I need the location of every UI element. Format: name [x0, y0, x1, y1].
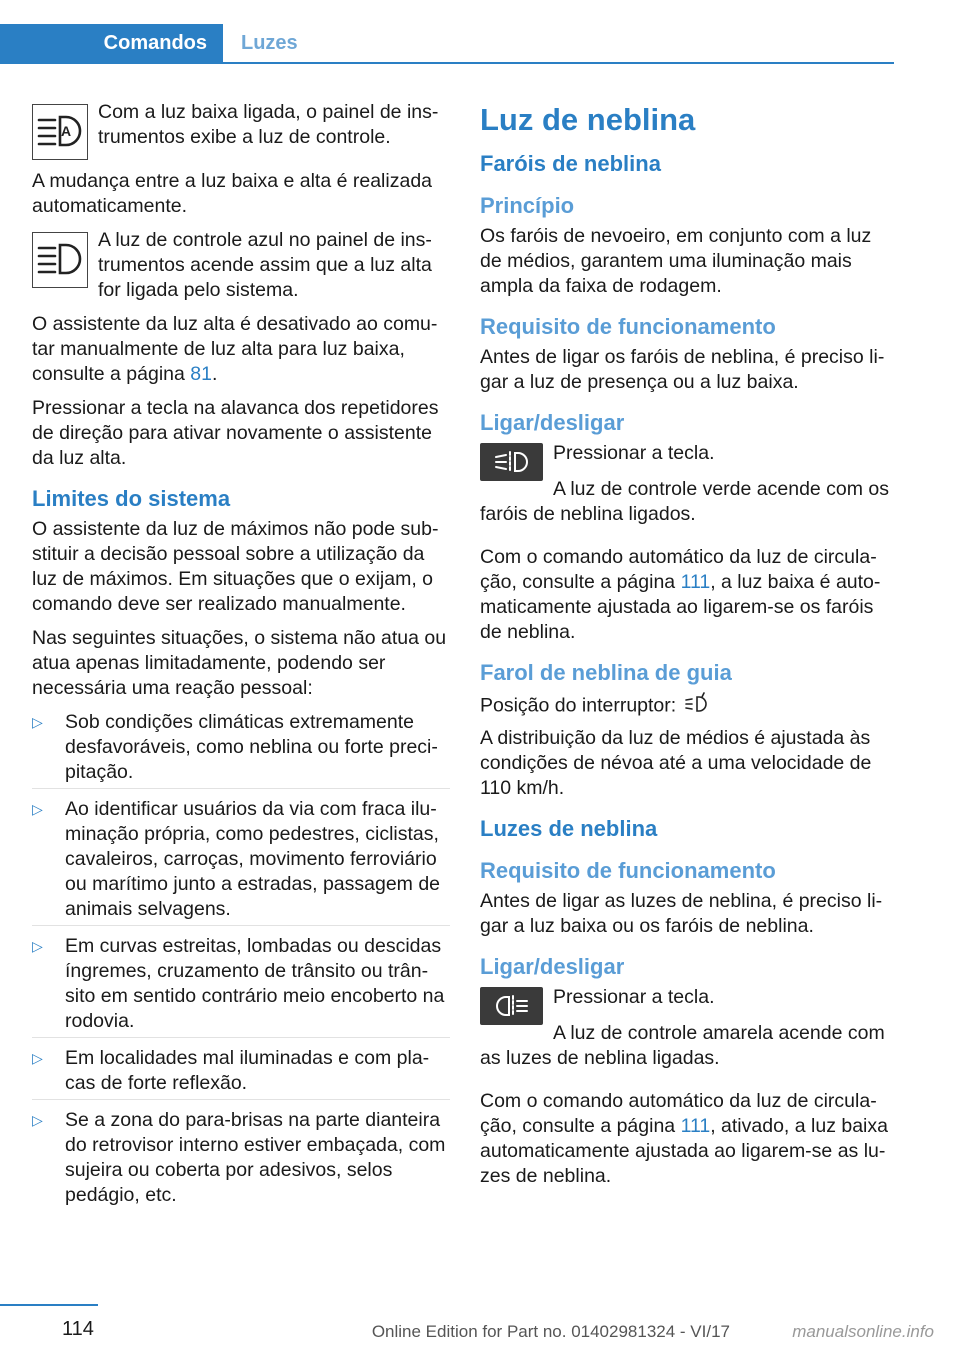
paragraph: A luz de controle verde acende com os faróis de neblina ligados. [480, 478, 890, 525]
page-link-111[interactable]: 111 [680, 571, 711, 593]
paragraph: Com o comando automático da luz de circulação, consulte a página 111, ativado, a luz baixa automaticamente ajustada ao ligarem-se as luzes de neblina. [480, 1090, 888, 1187]
triangle-bullet-icon: ▷ [32, 938, 43, 954]
switch-position-icon [682, 691, 710, 722]
page-title: Luz de neblina [480, 102, 696, 137]
paragraph: Antes de ligar as luzes de neblina, é preciso ligar a luz baixa ou os faróis de neblina. [480, 890, 883, 937]
heading-on-off: Ligar/desligar [480, 410, 625, 435]
list-item: ▷ Em curvas estreitas, lombadas ou descidas íngremes, cruzamento de trânsito ou trânsito em sentido contrário meio encoberto na rodovia. [32, 935, 445, 1032]
heading-rear-fog: Luzes de neblina [480, 816, 658, 841]
rear-fog-button-icon [480, 987, 543, 1025]
front-fog-button-row [480, 441, 894, 481]
paragraph: Antes de ligar os faróis de neblina, é preciso ligar a luz de presença ou a luz baixa. [480, 346, 885, 393]
triangle-bullet-icon: ▷ [32, 1112, 43, 1128]
rear-fog-button-row [480, 985, 894, 1025]
auto-high-beam-icon [32, 104, 88, 160]
edition-note: Online Edition for Part no. 01402981324 - VI/17 [371, 1322, 730, 1341]
icon1-text: Com a luz baixa ligada, o painel de instrumentos exibe a luz de controle. [98, 101, 439, 148]
page-link-81[interactable]: 81 [190, 363, 212, 385]
triangle-bullet-icon: ▷ [32, 801, 43, 817]
auto-high-beam-row [32, 100, 450, 160]
bullet-list [32, 710, 450, 1208]
paragraph: Pressionar a tecla na alavanca dos repetidores de direção para ativar novamente o assistente da luz alta. [32, 397, 439, 469]
divider [32, 1099, 450, 1100]
svg-text:A: A [61, 123, 72, 139]
heading-on-off: Ligar/desligar [480, 954, 625, 979]
paragraph: Com o comando automático da luz de circulação, consulte a página 111, a luz baixa é automaticamente ajustada ao ligarem-se os faróis de neblina. [480, 546, 881, 643]
paragraph: Posição do interruptor: [480, 691, 894, 722]
high-beam-icon [32, 232, 88, 288]
divider [32, 925, 450, 926]
list-item: ▷ Ao identificar usuários da via com fraca iluminação própria, como pedestres, ciclistas, cavaleiros, carroças, movimento ferroviário ou marítimo junto a estradas, passagem de animais selvagens. [32, 798, 441, 920]
heading-requirement: Requisito de funcionamento [480, 858, 776, 883]
paragraph: A mudança entre a luz baixa e alta é realizada automaticamente. [32, 170, 433, 217]
paragraph: Nas seguintes situações, o sistema não atua ou atua apenas limitadamente, podendo ser necessária uma reação pessoal: [32, 627, 447, 699]
paragraph: O assistente da luz alta é desativado ao comutar manualmente de luz alta para luz baixa, consulte a página 81. [32, 313, 438, 385]
tab-comandos[interactable]: Comandos [0, 24, 223, 62]
page-link-111[interactable]: 111 [680, 1115, 711, 1137]
watermark: manualsonline.info [792, 1322, 934, 1341]
list-item: ▷ Se a zona do para-brisas na parte dianteira do retrovisor interno estiver embaçada, com sujeira ou coberta por adesivos, selos pedágio, etc. [32, 1109, 446, 1206]
paragraph: A luz de controle amarela acende com as luzes de neblina ligadas. [480, 1022, 885, 1069]
paragraph: Pressionar a tecla. [553, 986, 715, 1008]
heading-limits: Limites do sistema [32, 486, 231, 511]
footer-rule [0, 1304, 98, 1306]
divider [32, 1037, 450, 1038]
heading-principle: Princípio [480, 193, 575, 218]
heading-guide-fog: Farol de neblina de guia [480, 660, 732, 685]
right-column [480, 100, 894, 1198]
paragraph: Pressionar a tecla. [553, 442, 715, 464]
paragraph: Os faróis de nevoeiro, em conjunto com a luz de médios, garantem uma iluminação mais ampla da faixa de rodagem. [480, 225, 872, 297]
list-item: ▷ Sob condições climáticas extremamente desfavoráveis, como neblina ou forte precipitação. [32, 711, 438, 783]
triangle-bullet-icon: ▷ [32, 1050, 43, 1066]
tab-luzes[interactable]: Luzes [241, 31, 298, 54]
front-fog-button-icon [480, 443, 543, 481]
paragraph: O assistente da luz de máximos não pode substituir a decisão pessoal sobre a utilização da luz de máximos. Em situações que o exijam, o comando deve ser realizado manualmente. [32, 518, 439, 615]
left-column [32, 100, 450, 1217]
triangle-bullet-icon: ▷ [32, 714, 43, 730]
high-beam-row [32, 228, 450, 303]
heading-requirement: Requisito de funcionamento [480, 314, 776, 339]
header-tabs [0, 24, 894, 64]
divider [32, 788, 450, 789]
paragraph: A distribuição da luz de médios é ajustada às condições de névoa até a uma velocidade de 110 km/h. [480, 727, 872, 799]
heading-front-fog: Faróis de neblina [480, 151, 661, 176]
page-number: 114 [62, 1318, 94, 1340]
list-item: ▷ Em localidades mal iluminadas e com placas de forte reflexão. [32, 1047, 430, 1094]
icon2-text: A luz de controle azul no painel de instrumentos acende assim que a luz alta for ligada pelo sistema. [98, 229, 432, 301]
